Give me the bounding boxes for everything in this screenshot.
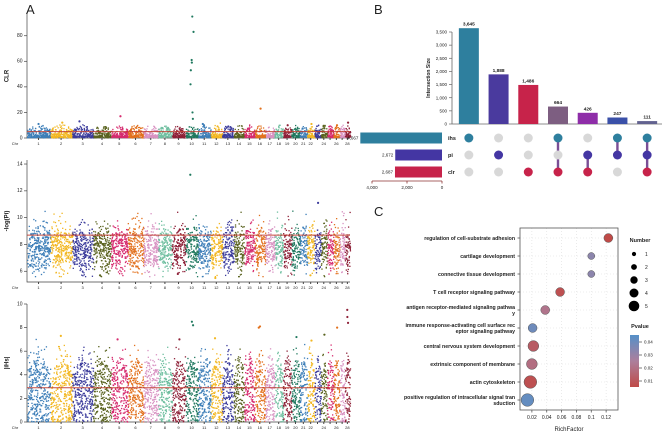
dotplot-category-label-8: actin cytoskeleton (469, 379, 515, 386)
svg-text:0.1: 0.1 (587, 415, 595, 421)
dotplot-category-label-3: T cell receptor signaling pathway (433, 289, 515, 296)
dotplot-legend (629, 238, 654, 387)
upset-bar-pi-clr (578, 113, 598, 124)
upset-content (426, 22, 662, 177)
upset-bar-ihs-pi-clr (637, 121, 657, 124)
dotplot-category-label-0: regulation of cell-substrate adhesion (424, 235, 515, 242)
svg-text:2: 2 (645, 264, 648, 271)
upset-matrix-dot-pi-0 (464, 151, 473, 160)
svg-text:111: 111 (643, 115, 651, 121)
svg-text:3,500: 3,500 (435, 29, 447, 35)
upset-matrix-dot-pi-5 (613, 151, 622, 160)
legend-pvalue-gradient (630, 335, 639, 387)
svg-text:2,672: 2,672 (381, 152, 394, 158)
legend-pvalue-title: Pvalue (631, 324, 649, 330)
dotplot-category-label-7: extrinsic component of membrane (430, 361, 515, 368)
dotplot-point-3 (556, 288, 565, 297)
logp-manhattan-plot (0, 154, 364, 298)
svg-text:4,667: 4,667 (347, 135, 359, 141)
svg-text:0.01: 0.01 (644, 378, 653, 384)
upset-matrix-dot-clr-3 (554, 168, 563, 177)
svg-text:4,000: 4,000 (366, 185, 378, 190)
dotplot-point-4 (541, 306, 550, 315)
upset-matrix-dot-ihs-0 (464, 134, 473, 143)
legend-number-title: Number (629, 238, 651, 244)
dotplot-category-label-9: positive regulation of intracellular signal tran sduction (404, 394, 515, 407)
svg-text:0.12: 0.12 (601, 415, 611, 421)
svg-text:2,500: 2,500 (435, 55, 447, 61)
svg-text:0.06: 0.06 (556, 415, 567, 421)
upset-set-label-ihs: ihs (448, 135, 456, 142)
dotplot-category-label-5: immune response-activating cell surface rec eptor signaling pathway (405, 322, 515, 335)
dotplot-category-label-4: antigen receptor-mediated signaling pathwa y (406, 304, 515, 317)
svg-text:426: 426 (583, 107, 592, 113)
upset-matrix-dot-clr-0 (464, 168, 473, 177)
upset-matrix-dot-ihs-4 (583, 134, 592, 143)
svg-text:0: 0 (444, 121, 447, 127)
dotplot-category-label-6: central nervous system development (423, 343, 515, 350)
upset-set-label-clr: clr (448, 169, 455, 176)
upset-plot (347, 8, 669, 206)
upset-y-axis-label: Intersection Size (426, 58, 432, 98)
dotplot-point-0 (604, 234, 613, 243)
svg-text:0.04: 0.04 (644, 339, 653, 345)
ihs-manhattan-plot (0, 298, 364, 438)
upset-matrix-dot-ihs-1 (494, 134, 503, 143)
upset-matrix-dot-pi-1 (494, 151, 503, 160)
upset-matrix-dot-clr-4 (583, 168, 592, 177)
upset-matrix-dot-ihs-5 (613, 134, 622, 143)
dotplot-point-5 (528, 324, 537, 333)
upset-set-sizes (347, 133, 456, 191)
svg-text:1,486: 1,486 (522, 79, 535, 85)
svg-text:2,000: 2,000 (401, 185, 413, 190)
upset-matrix-dot-pi-2 (524, 151, 533, 160)
dotplot-category-label-1: cartilage development (460, 253, 515, 260)
dotplot-point-7 (526, 359, 537, 370)
svg-text:1,888: 1,888 (492, 68, 505, 74)
svg-text:0: 0 (440, 185, 444, 190)
svg-text:1,500: 1,500 (435, 82, 447, 88)
upset-matrix-dot-clr-6 (643, 168, 652, 177)
upset-matrix-dot-clr-1 (494, 168, 503, 177)
clr-manhattan-plot (0, 8, 364, 154)
dotplot-point-8 (524, 376, 537, 389)
svg-text:3,645: 3,645 (462, 22, 475, 28)
svg-text:0.03: 0.03 (644, 352, 653, 358)
upset-matrix-dot-pi-4 (583, 151, 592, 160)
upset-matrix-dot-pi-6 (643, 151, 652, 160)
dotplot-point-2 (588, 271, 595, 278)
upset-bar-ihs-pi (607, 118, 627, 124)
svg-text:664: 664 (553, 101, 563, 107)
svg-text:247: 247 (613, 112, 622, 118)
upset-bar-ihs (459, 28, 479, 124)
svg-text:0.08: 0.08 (571, 415, 582, 421)
dotplot-category-label-2: connective tissue development (438, 271, 515, 278)
dotplot-content (404, 228, 618, 433)
dotplot-point-6 (528, 341, 539, 352)
upset-bar-pi (489, 74, 509, 124)
upset-matrix-dot-ihs-2 (524, 134, 533, 143)
svg-text:0.02: 0.02 (527, 415, 537, 421)
upset-matrix-dot-ihs-3 (554, 134, 563, 143)
panel-b-label: B (374, 2, 383, 17)
svg-text:1: 1 (645, 251, 648, 258)
svg-text:3: 3 (645, 277, 648, 284)
svg-text:0.02: 0.02 (644, 365, 653, 371)
upset-matrix-dot-pi-3 (554, 151, 563, 160)
dotplot-point-9 (521, 394, 534, 407)
svg-text:5: 5 (645, 303, 648, 310)
panel-c-label: C (374, 204, 384, 219)
svg-text:4: 4 (645, 290, 648, 297)
svg-text:3,000: 3,000 (435, 42, 447, 48)
upset-set-label-pi: pi (448, 152, 453, 159)
upset-matrix-dot-ihs-6 (643, 134, 652, 143)
upset-matrix-dot-clr-2 (524, 168, 533, 177)
svg-text:0.04: 0.04 (541, 415, 552, 421)
svg-text:500: 500 (439, 108, 447, 114)
upset-bar-clr (518, 85, 538, 124)
upset-matrix-dot-clr-5 (613, 168, 622, 177)
manhattan-plot-stack (0, 8, 364, 438)
svg-text:2,000: 2,000 (435, 69, 447, 75)
svg-text:1,000: 1,000 (435, 95, 447, 101)
dotplot-x-axis-label: RichFactor (554, 427, 584, 433)
svg-text:2,687: 2,687 (381, 169, 393, 175)
go-enrichment-dotplot (368, 204, 669, 441)
dotplot-point-1 (588, 253, 595, 260)
upset-bar-ihs-clr (548, 107, 568, 124)
